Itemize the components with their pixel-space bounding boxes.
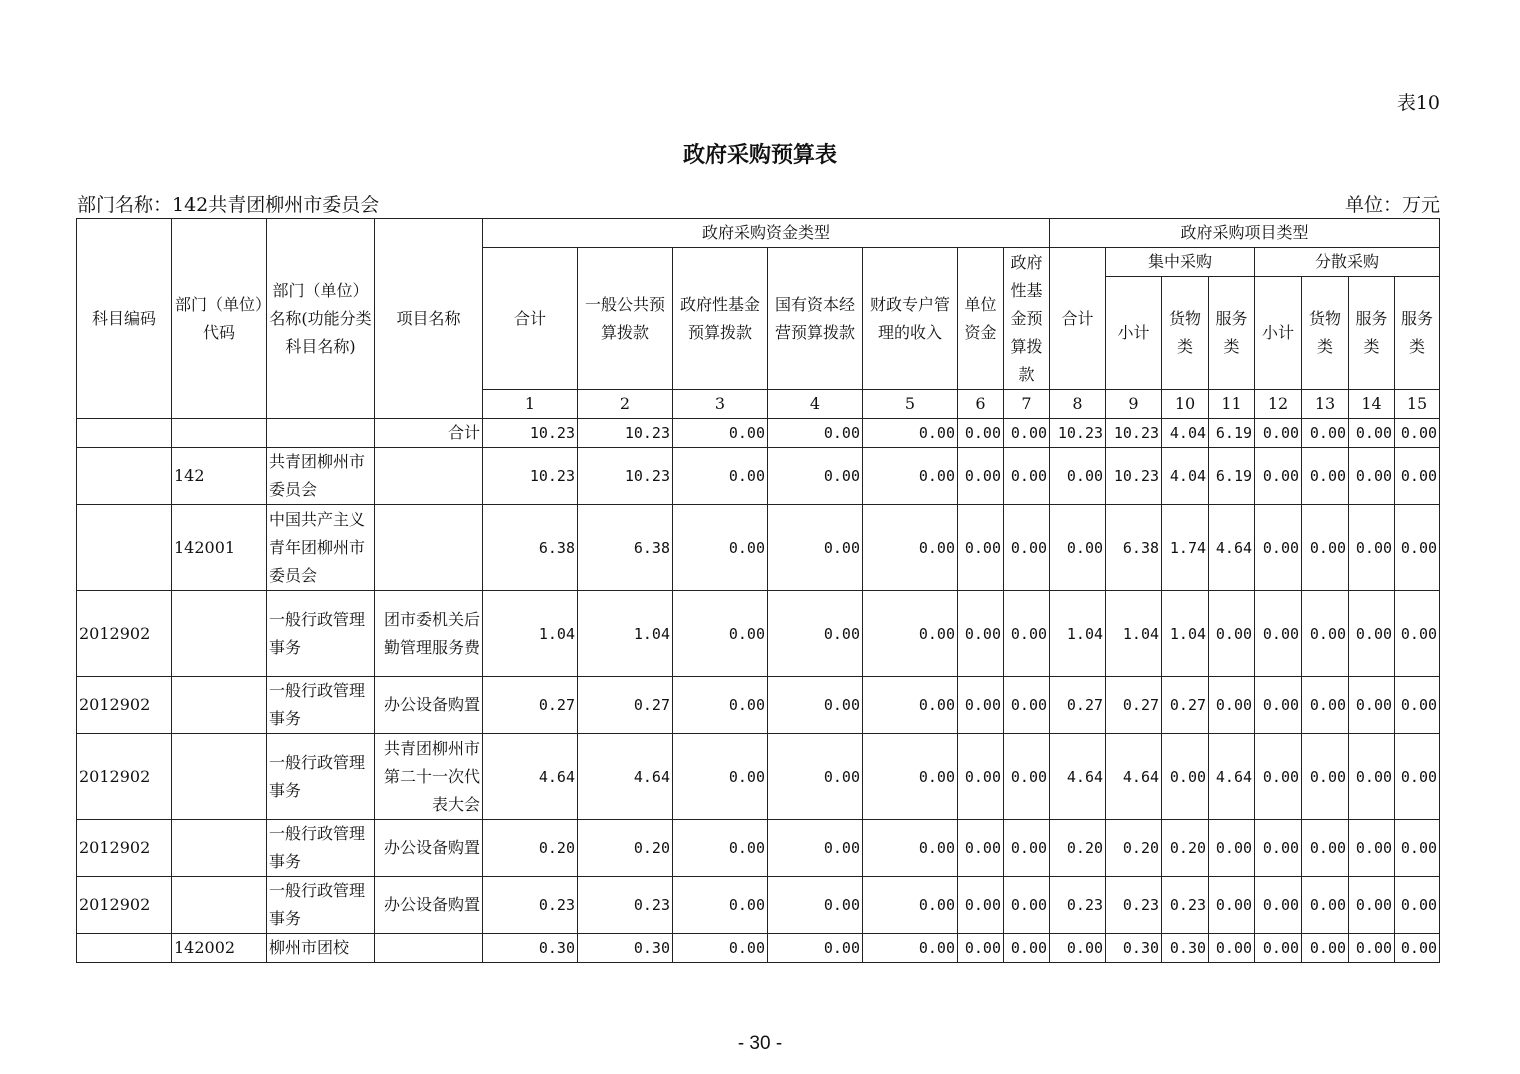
subject-code-cell: 2012902 [77,591,172,677]
value-cell: 10.23 [1106,448,1162,505]
value-cell: 0.00 [1004,591,1050,677]
value-cell: 4.64 [1050,734,1106,820]
table-row [77,820,1440,877]
procurement-budget-table [76,218,1440,963]
project-name-cell: 办公设备购置 [375,677,483,734]
value-cell: 4.64 [1209,505,1255,591]
value-cell: 0.20 [578,820,673,877]
dept-code-cell: 142 [172,448,267,505]
col-number: 1 [483,390,578,419]
value-cell: 0.00 [1004,877,1050,934]
value-cell: 1.04 [578,591,673,677]
value-cell: 10.23 [483,448,578,505]
value-cell: 0.00 [958,820,1004,877]
value-cell: 0.00 [768,448,863,505]
value-cell: 1.74 [1162,505,1209,591]
value-cell: 0.00 [1255,419,1302,448]
value-cell: 1.04 [1050,591,1106,677]
subject-code-cell [77,505,172,591]
value-cell: 0.00 [768,934,863,963]
value-cell: 0.00 [958,505,1004,591]
dept-code-cell [172,419,267,448]
value-cell: 0.00 [1255,877,1302,934]
value-cell: 0.23 [1050,877,1106,934]
header-d-service1: 服务类 [1349,277,1395,390]
header-c-subtotal: 小计 [1106,277,1162,390]
header-c-goods: 货物类 [1162,277,1209,390]
value-cell: 0.27 [1050,677,1106,734]
value-cell: 0.00 [1349,419,1395,448]
value-cell: 0.00 [958,677,1004,734]
dept-name-cell: 一般行政管理事务 [267,877,375,934]
value-cell: 0.00 [1209,820,1255,877]
value-cell: 0.00 [1349,734,1395,820]
subject-code-cell [77,419,172,448]
value-cell: 4.64 [483,734,578,820]
dept-name-cell: 一般行政管理事务 [267,591,375,677]
dept-name-cell: 一般行政管理事务 [267,820,375,877]
dept-code-cell [172,734,267,820]
value-cell: 0.00 [1050,934,1106,963]
table-row [77,448,1440,505]
value-cell: 10.23 [578,448,673,505]
value-cell: 0.00 [1004,505,1050,591]
value-cell: 0.00 [863,734,958,820]
value-cell: 0.30 [578,934,673,963]
table-row [77,877,1440,934]
value-cell: 6.19 [1209,448,1255,505]
value-cell: 0.00 [1004,934,1050,963]
value-cell: 0.00 [1302,734,1349,820]
value-cell: 0.00 [1209,591,1255,677]
value-cell: 0.00 [1349,934,1395,963]
value-cell: 0.00 [863,877,958,934]
project-name-cell: 办公设备购置 [375,877,483,934]
dept-name-cell: 共青团柳州市委员会 [267,448,375,505]
value-cell: 0.00 [673,820,768,877]
value-cell: 0.30 [483,934,578,963]
value-cell: 0.27 [1106,677,1162,734]
value-cell: 10.23 [1050,419,1106,448]
col-number: 13 [1302,390,1349,419]
header-d-goods: 货物类 [1302,277,1349,390]
value-cell: 0.00 [1302,677,1349,734]
header-state-capital: 国有资本经营预算拨款 [768,248,863,390]
value-cell: 0.00 [768,505,863,591]
value-cell: 0.20 [483,820,578,877]
col-number: 5 [863,390,958,419]
value-cell: 0.00 [1255,734,1302,820]
value-cell: 0.00 [1349,591,1395,677]
dept-code-cell [172,820,267,877]
dept-name-cell [267,419,375,448]
department-label: 部门名称：142共青团柳州市委员会 [77,194,380,216]
value-cell: 0.30 [1162,934,1209,963]
value-cell: 10.23 [1106,419,1162,448]
project-name-cell [375,448,483,505]
value-cell: 0.00 [768,820,863,877]
value-cell: 0.00 [1209,677,1255,734]
value-cell: 4.64 [578,734,673,820]
value-cell: 10.23 [578,419,673,448]
project-name-cell [375,934,483,963]
col-number: 6 [958,390,1004,419]
value-cell: 0.00 [1302,419,1349,448]
value-cell: 0.00 [673,505,768,591]
value-cell: 0.00 [1255,591,1302,677]
value-cell: 4.04 [1162,448,1209,505]
value-cell: 0.00 [1395,934,1440,963]
value-cell: 0.00 [1255,448,1302,505]
header-gov-fund: 政府性基金预算拨款 [673,248,768,390]
header-project-name: 项目名称 [375,219,483,419]
value-cell: 0.00 [673,934,768,963]
header-special-account: 财政专户管理的收入 [863,248,958,390]
value-cell: 0.00 [1050,448,1106,505]
value-cell: 0.20 [1106,820,1162,877]
dept-code-cell [172,591,267,677]
value-cell: 0.00 [1395,448,1440,505]
value-cell: 6.19 [1209,419,1255,448]
dept-code-cell [172,677,267,734]
col-number: 2 [578,390,673,419]
header-centralized: 集中采购 [1106,248,1255,277]
value-cell: 0.00 [1255,820,1302,877]
value-cell: 0.23 [1106,877,1162,934]
value-cell: 0.00 [768,419,863,448]
header-project-total: 合计 [1050,248,1106,390]
value-cell: 0.00 [1302,448,1349,505]
header-dispersed: 分散采购 [1255,248,1440,277]
subject-code-cell: 2012902 [77,734,172,820]
value-cell: 0.00 [1255,677,1302,734]
value-cell: 0.00 [958,419,1004,448]
value-cell: 0.00 [1395,505,1440,591]
value-cell: 0.00 [673,734,768,820]
value-cell: 6.38 [578,505,673,591]
value-cell: 0.00 [863,820,958,877]
value-cell: 0.27 [483,677,578,734]
value-cell: 0.00 [1004,419,1050,448]
header-d-subtotal: 小计 [1255,277,1302,390]
value-cell: 0.00 [1004,677,1050,734]
header-project-type: 政府采购项目类型 [1050,219,1440,248]
table-row [77,677,1440,734]
value-cell: 0.00 [863,448,958,505]
value-cell: 0.23 [483,877,578,934]
value-cell: 0.00 [673,448,768,505]
table-row [77,505,1440,591]
col-number: 7 [1004,390,1050,419]
unit-label: 单位：万元 [1344,194,1440,216]
value-cell: 0.00 [1302,820,1349,877]
col-number: 11 [1209,390,1255,419]
value-cell: 0.00 [1395,820,1440,877]
value-cell: 0.00 [863,591,958,677]
header-dept-code: 部门（单位）代码 [172,219,267,419]
value-cell: 0.00 [863,934,958,963]
project-name-cell: 合计 [375,419,483,448]
value-cell: 0.00 [1395,591,1440,677]
value-cell: 0.00 [1302,934,1349,963]
table-row [77,934,1440,963]
value-cell: 0.00 [1004,448,1050,505]
value-cell: 0.27 [578,677,673,734]
value-cell: 0.00 [673,677,768,734]
col-number: 8 [1050,390,1106,419]
dept-code-cell: 142002 [172,934,267,963]
subject-code-cell: 2012902 [77,820,172,877]
project-name-cell: 共青团柳州市第二十一次代表大会 [375,734,483,820]
value-cell: 0.00 [768,591,863,677]
value-cell: 0.00 [863,677,958,734]
subject-code-cell [77,448,172,505]
col-number: 3 [673,390,768,419]
value-cell: 0.23 [578,877,673,934]
value-cell: 0.00 [768,734,863,820]
page-number: - 30 - [737,1033,783,1054]
value-cell: 0.20 [1050,820,1106,877]
value-cell: 0.00 [958,934,1004,963]
header-general-budget: 一般公共预算拨款 [578,248,673,390]
value-cell: 4.04 [1162,419,1209,448]
value-cell: 0.00 [958,591,1004,677]
table-number: 表10 [1396,92,1440,114]
value-cell: 0.00 [1255,505,1302,591]
value-cell: 0.00 [1349,877,1395,934]
value-cell: 0.00 [958,448,1004,505]
value-cell: 0.00 [1395,419,1440,448]
dept-name-cell: 柳州市团校 [267,934,375,963]
project-name-cell [375,505,483,591]
value-cell: 0.27 [1162,677,1209,734]
value-cell: 0.00 [1209,877,1255,934]
table-row [77,734,1440,820]
header-fund-total: 合计 [483,248,578,390]
value-cell: 0.00 [768,677,863,734]
subject-code-cell [77,934,172,963]
project-name-cell: 办公设备购置 [375,820,483,877]
value-cell: 1.04 [483,591,578,677]
col-number: 15 [1395,390,1440,419]
value-cell: 0.00 [1302,591,1349,677]
dept-code-cell: 142001 [172,505,267,591]
value-cell: 0.00 [673,877,768,934]
value-cell: 0.23 [1162,877,1209,934]
header-d-service2: 服务类 [1395,277,1440,390]
dept-code-cell [172,877,267,934]
value-cell: 6.38 [1106,505,1162,591]
value-cell: 6.38 [483,505,578,591]
subject-code-cell: 2012902 [77,877,172,934]
page-title: 政府采购预算表 [682,142,837,168]
col-number: 12 [1255,390,1302,419]
value-cell: 0.00 [958,734,1004,820]
value-cell: 0.00 [958,877,1004,934]
value-cell: 10.23 [483,419,578,448]
value-cell: 0.00 [1050,505,1106,591]
header-dept-name: 部门（单位）名称(功能分类科目名称) [267,219,375,419]
value-cell: 4.64 [1209,734,1255,820]
header-unit-fund: 单位资金 [958,248,1004,390]
table-row [77,591,1440,677]
value-cell: 0.00 [1395,877,1440,934]
value-cell: 0.00 [1349,820,1395,877]
value-cell: 0.00 [673,591,768,677]
value-cell: 0.00 [1209,934,1255,963]
value-cell: 0.00 [863,505,958,591]
header-gov-fund-alloc: 政府性基金预算拨款 [1004,248,1050,390]
dept-name-cell: 中国共产主义青年团柳州市委员会 [267,505,375,591]
value-cell: 0.00 [1349,448,1395,505]
project-name-cell: 团市委机关后勤管理服务费 [375,591,483,677]
value-cell: 0.00 [1349,505,1395,591]
table-row [77,419,1440,448]
value-cell: 1.04 [1106,591,1162,677]
value-cell: 0.00 [1349,677,1395,734]
value-cell: 0.00 [768,877,863,934]
value-cell: 0.20 [1162,820,1209,877]
col-number: 4 [768,390,863,419]
header-subject-code: 科目编码 [77,219,172,419]
value-cell: 0.00 [863,419,958,448]
header-c-service: 服务类 [1209,277,1255,390]
value-cell: 0.00 [1302,877,1349,934]
value-cell: 0.00 [1004,820,1050,877]
value-cell: 0.00 [1255,934,1302,963]
header-fund-type: 政府采购资金类型 [483,219,1050,248]
value-cell: 0.00 [1395,677,1440,734]
dept-name-cell: 一般行政管理事务 [267,734,375,820]
col-number: 9 [1106,390,1162,419]
dept-name-cell: 一般行政管理事务 [267,677,375,734]
value-cell: 4.64 [1106,734,1162,820]
value-cell: 0.30 [1106,934,1162,963]
value-cell: 0.00 [1395,734,1440,820]
value-cell: 0.00 [1302,505,1349,591]
value-cell: 0.00 [1162,734,1209,820]
value-cell: 0.00 [1004,734,1050,820]
col-number: 14 [1349,390,1395,419]
value-cell: 0.00 [673,419,768,448]
subject-code-cell: 2012902 [77,677,172,734]
value-cell: 1.04 [1162,591,1209,677]
col-number: 10 [1162,390,1209,419]
